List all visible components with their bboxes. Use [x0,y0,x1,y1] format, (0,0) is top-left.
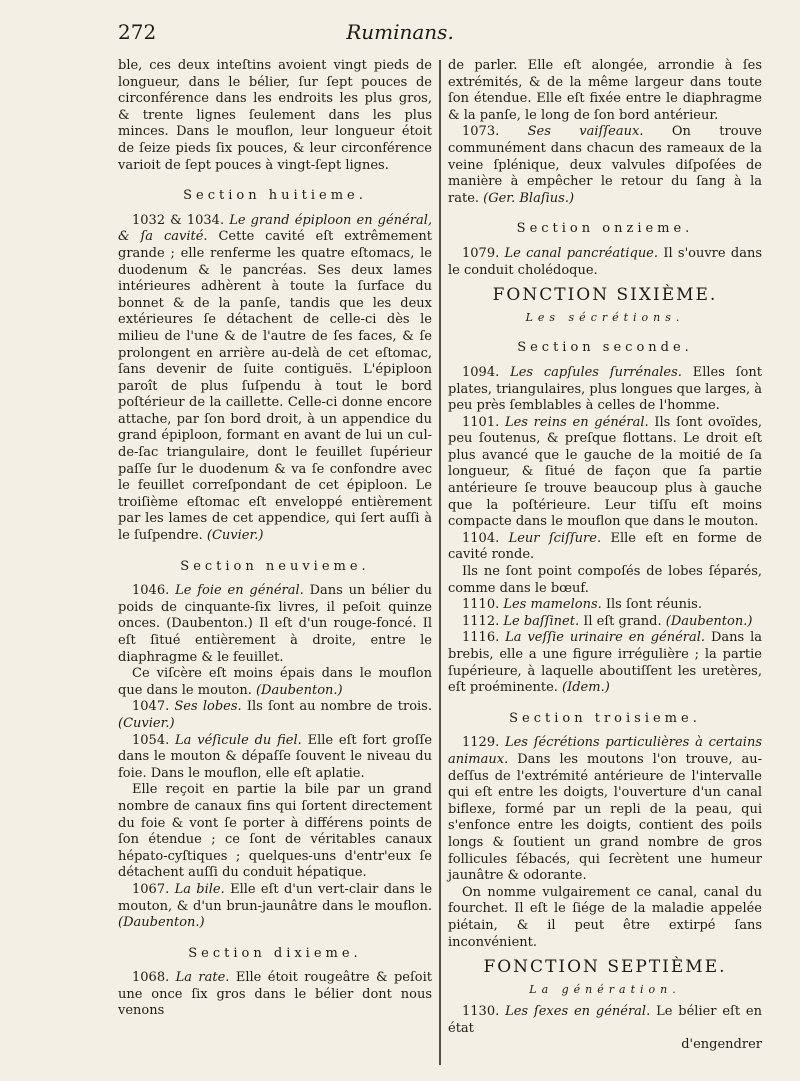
paragraph-title: Les reins en général. [504,414,649,430]
paragraph-number: 1032 & 1034. [132,212,225,228]
function-subheading: La génération. [529,982,681,996]
paragraph-title: Ses vaiſſeaux. [527,124,644,140]
paragraph [118,213,432,545]
paragraph-text: Elles ſont plates, triangulaires, plus longues que larges, à peu près ſemblables à celles de l'homme. [448,364,762,414]
paragraph [448,365,762,415]
paragraph-number: 1067. [132,881,170,897]
paragraph-title: Les mamelons. [503,597,602,613]
running-title: Ruminans. [346,20,454,44]
paragraph-title: Le grand épiploon en général, & ſa cavité. [118,212,433,245]
paragraph-text: Ce viſcère eſt moins épais dans le mouflon que dans le mouton. [118,666,432,698]
section-heading: Section huitieme. [183,188,367,204]
section-heading: Section onzieme. [516,221,694,237]
paragraph [448,58,762,124]
paragraph-number: 1068. [132,970,170,986]
section-heading: Section neuvieme. [180,558,370,574]
paragraph [448,614,762,631]
left-column [118,58,432,1020]
paragraph-text: Dans les moutons l'on trouve, au-deſſus de l'extrémité antérieure de l'intervalle qui eſt entre les doigts, l'ouverture d'un canal biflexe, formé par un repli de la peau, qui s'enfonce entre les doigts, contient des poils longs & ſoutient un grand nombre de gros follicules ſébacés, qui ſecrètent une humeur jaunâtre & odorante. [448,751,762,884]
paragraph [118,666,432,699]
paragraph-text: Ils ne ſont point compoſés de lobes ſéparés, comme dans le bœuf. [448,564,762,596]
paragraph-title: La veſſie urinaire en général. [505,630,706,646]
paragraph [118,583,432,666]
paragraph-number: 1101. [462,414,500,430]
paragraph-text: On trouve communément dans chacun des rameaux de la veine ſplénique, deux valvules diſpoſées de manière à empêcher le retour du ſang à la rate. [448,124,762,206]
paragraph-number: 1094. [462,364,500,380]
citation: (Cuvier.) [118,715,175,731]
paragraph [118,733,432,783]
paragraph-text: On nomme vulgairement ce canal, canal du fourchet. Il eſt le ſiége de la maladie appelée piétain, & il peut être extirpé ſans inconvénient. [448,884,762,950]
paragraph-title: Le canal pancréatique. [504,245,659,261]
paragraph-title: La bile. [174,881,225,897]
paragraph-text: Il eſt grand. [583,613,662,629]
paragraph [448,531,762,564]
paragraph-text: Il s'ouvre dans le conduit cholédoque. [448,245,762,278]
paragraph-title: Les ſexes en général. [505,1004,651,1020]
paragraph [448,735,762,884]
paragraph-number: 1047. [132,699,170,715]
paragraph-text: Cette cavité eſt extrêmement grande ; elle renferme les quatre eſtomacs, le duodenum & le pancréas. Ses deux lames intérieures adhèrent à toute la ſurface du bonnet & de la panſe, tandis que les deux extérieures ſe détachent de celle-ci dès le milieu de l'une & de l'autre de ſes faces, & ſe prolongent en arrière au-delà de cet eſtomac, ſans devenir de ſuite contiguës. L'épiploon paroît de plus ſuſpendu à tout le bord poſtérieur de la caillette. Celle-ci donne encore attache, par ſon bord droit, à un appendice du grand épiploon, formant en avant de lui un cul-de-ſac triangulaire, dont le feuillet ſupérieur paſſe ſur le duodenum & va ſe confondre avec le feuillet correſpondant de cet épiploon. Le troiſième eſtomac eſt enveloppé entièrement par les lames de cet appendice, qui ſert auſſi à le ſuſpendre. [118,229,432,544]
paragraph-text: Elle eſt d'un vert-clair dans le mouton, & d'un brun-jaunâtre dans le mouflon. [118,881,433,914]
paragraph-title: Le foie en général. [175,583,304,599]
paragraph-title: La rate. [175,970,230,986]
citation: (Daubenton.) [118,915,205,931]
column-divider [439,60,441,1065]
paragraph-text: Dans un bélier du poids de cinquante-ſix livres, il peſoit quinze onces. (Daubenton.) Il eſt d'un rouge-foncé. Il eſt ſitué entièrement à droite, entre le diaphragme & le feuillet. [118,583,433,665]
right-column [448,58,762,1054]
paragraph-number: 1129. [462,735,500,751]
paragraph-text: Ils ſont réunis. [605,597,702,613]
citation: (Cuvier.) [206,528,264,544]
paragraph [118,58,432,174]
paragraph [118,699,432,732]
citation: (Idem.) [562,680,610,696]
section-heading: Section troisieme. [509,710,701,726]
paragraph [448,124,762,207]
citation: (Ger. Blaſius.) [483,190,575,206]
paragraph-number: 1054. [132,732,170,748]
paragraph-title: Les ſécrétions particulières à certains animaux. [448,735,762,767]
citation: (Daubenton.) [255,682,343,698]
catchword: d'engendrer [681,1037,762,1053]
section-heading: Section seconde. [517,340,693,356]
paragraph-number: 1110. [462,597,500,613]
section-heading: Section dixieme. [188,945,362,961]
paragraph-number: 1104. [462,530,500,546]
paragraph-number: 1046. [132,583,170,599]
paragraph-title: Le baſſinet. [503,613,580,629]
paragraph-number: 1079. [462,245,500,261]
paragraph-title: Leur ſciſſure. [508,530,602,546]
paragraph-text: Elle eſt fort groſſe dans le mouton & dépaſſe ſouvent le niveau du foie. Dans le mouflon, elle eſt aplatie. [118,732,433,781]
paragraph-text: Elle étoit rougeâtre & peſoit une once ſix gros dans le bélier dont nous venons [118,970,432,1019]
paragraph [448,246,762,279]
paragraph [448,597,762,614]
paragraph-number: 1130. [462,1004,500,1020]
paragraph [448,1004,762,1037]
paragraph-text: Elle eſt en forme de cavité ronde. [448,530,762,563]
paragraph-title: La véſicule du fiel. [175,732,302,748]
paragraph [448,415,762,531]
paragraph-title: Les capſules ſurrénales. [510,364,682,380]
paragraph-text: Elle reçoit en partie la bile par un grand nombre de canaux fins qui ſortent directement du foie & vont ſe porter à différens points de ſon étendue ; ce ſont de véritables canaux hépato-cyſtiques ; quelques-uns d'entr'eux ſe détachent auſſi du conduit hépatique. [118,782,432,881]
paragraph [448,564,762,597]
paragraph-text: Ils ſont ovoïdes, peu ſoutenus, & preſque flottans. Le droit eſt plus avancé que le gauche de la moitié de ſa longueur, & ſitué de façon que ſa partie antérieure ſe trouve beaucoup plus à gauche que la poſtérieure. Leur tiſſu eſt moins compacte dans le mouflon que dans le mouton. [448,414,762,530]
paragraph-title: Ses lobes. [174,699,242,715]
citation: (Daubenton.) [665,613,753,629]
paragraph-text: Ils ſont au nombre de trois. [246,699,432,715]
paragraph-text: de parler. Elle eſt alongée, arrondie à ſes extrémités, & de la même largeur dans toute ſon étendue. Elle eſt fixée entre le diaphragme & la panſe, le long de ſon bord antérieur. [448,58,762,123]
paragraph [448,885,762,951]
function-heading: FONCTION SIXIÈME. [492,285,718,306]
paragraph-text: Le bélier eſt en état [448,1004,763,1036]
paragraph [118,882,432,932]
paragraph [448,630,762,696]
function-heading: FONCTION SEPTIÈME. [483,957,727,978]
paragraph-text: Dans la brebis, elle a une figure irrégulière ; la partie ſupérieure, à laquelle aboutiſſent les uretères, eſt proéminente. [448,630,762,696]
function-subheading: Les sécrétions. [525,310,685,324]
page-header [118,20,682,56]
paragraph [118,782,432,882]
paragraph-number: 1116. [462,630,500,646]
paragraph-number: 1112. [462,613,500,629]
page-number: 272 [118,20,157,44]
paragraph-number: 1073. [462,124,500,140]
paragraph [118,970,432,1020]
paragraph-text: ble, ces deux inteſtins avoient vingt pieds de longueur, dans le bélier, ſur ſept pouces de circonférence dans les endroits les plus gros, & trente lignes ſeulement dans les plus minces. Dans le mouflon, leur longueur étoit de ſeize pieds ſix pouces, & leur circonférence varioit de ſept pouces à vingt-ſept lignes. [118,58,432,173]
